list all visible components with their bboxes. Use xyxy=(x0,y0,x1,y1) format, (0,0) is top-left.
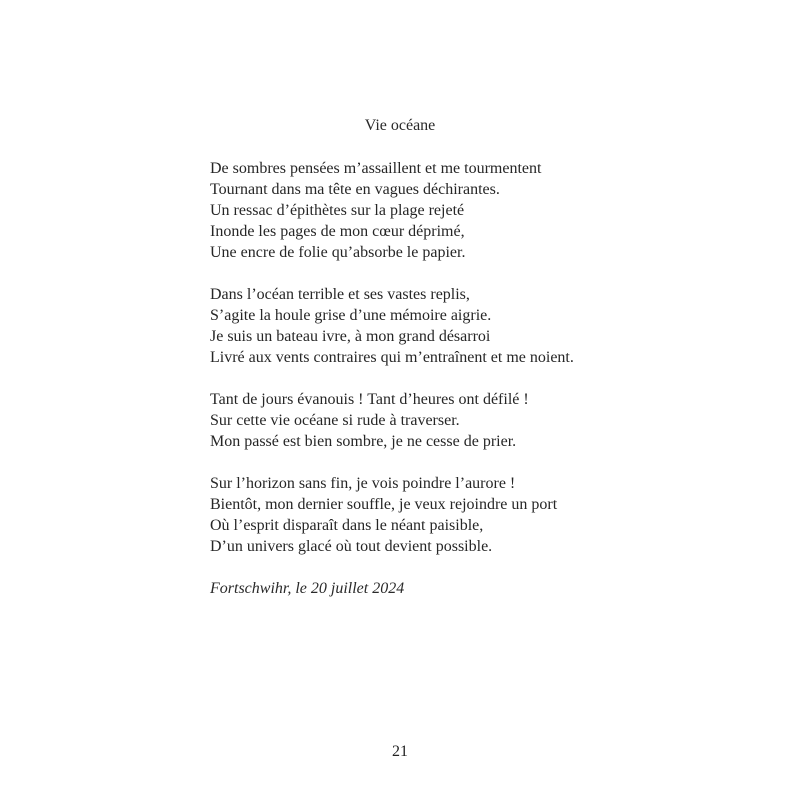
page-number: 21 xyxy=(392,743,408,760)
poem-title: Vie océane xyxy=(364,117,436,134)
poem-line: Sur cette vie océane si rude à traverser. xyxy=(210,412,460,429)
poem-line: Tant de jours évanouis ! Tant d’heures ont défilé ! xyxy=(210,391,529,408)
poem-line: D’un univers glacé où tout devient possible. xyxy=(210,538,493,555)
poem-line: Bientôt, mon dernier souffle, je veux rejoindre un port xyxy=(210,496,558,513)
place-date-signature: Fortschwihr, le 20 juillet 2024 xyxy=(210,580,405,597)
poem-line: Une encre de folie qu’absorbe le papier. xyxy=(210,244,466,261)
poem-line: Mon passé est bien sombre, je ne cesse de prier. xyxy=(210,433,517,450)
stanza-2 xyxy=(210,284,770,368)
poem-line: Inonde les pages de mon cœur déprimé, xyxy=(210,223,465,240)
poem-body xyxy=(210,158,770,599)
poem-line: Je suis un bateau ivre, à mon grand désarroi xyxy=(210,328,491,345)
stanza-1 xyxy=(210,158,770,263)
poem-line: S’agite la houle grise d’une mémoire aigrie. xyxy=(210,307,492,324)
poem-line: De sombres pensées m’assaillent et me tourmentent xyxy=(210,160,542,177)
poem-line: Livré aux vents contraires qui m’entraînent et me noient. xyxy=(210,349,574,366)
poem-line: Tournant dans ma tête en vagues déchirantes. xyxy=(210,181,500,198)
poem-line: Un ressac d’épithètes sur la plage rejeté xyxy=(210,202,465,219)
stanza-4 xyxy=(210,473,770,557)
poem-line: Dans l’océan terrible et ses vastes replis, xyxy=(210,286,470,303)
poem-line: Où l’esprit disparaît dans le néant paisible, xyxy=(210,517,484,534)
poem-line: Sur l’horizon sans fin, je vois poindre l’aurore ! xyxy=(210,475,516,492)
stanza-3 xyxy=(210,389,770,452)
